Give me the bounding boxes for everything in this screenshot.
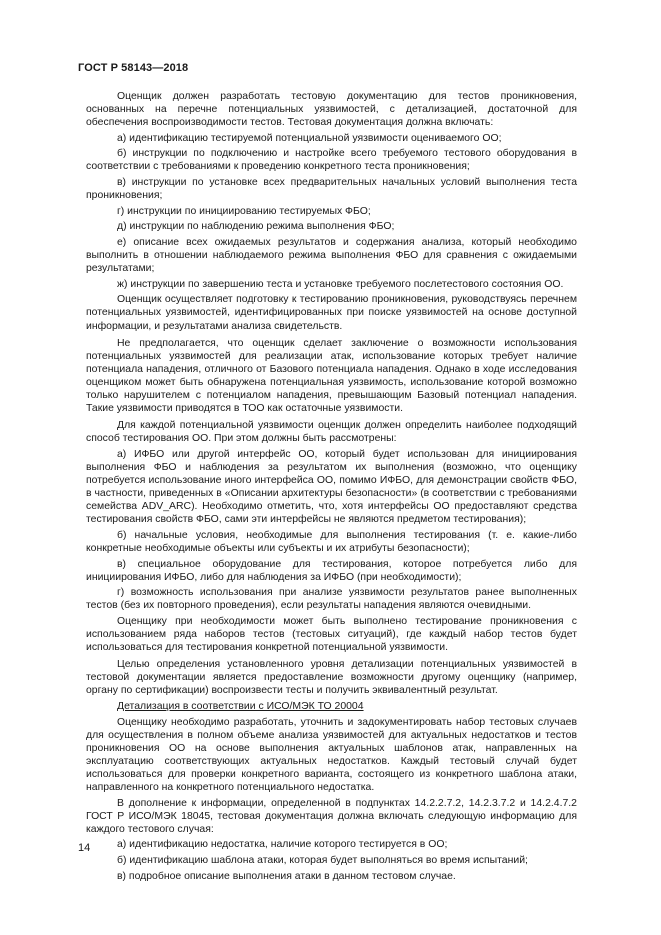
paragraph-additional-info: В дополнение к информации, определенной в подпунктах 14.2.2.7.2, 14.2.3.7.2 и 14.2.4.7.2 ГОСТ Р ИСО/МЭК 18045, тестовая документация должна включать следующую информацию для каждого тестового случая: [86,797,577,835]
document-header: ГОСТ Р 58143—2018 [78,62,189,74]
paragraph-test-sets: Оценщику при необходимости может быть выполнено тестирование проникновения с использованием ряда наборов тестов (тестовых ситуаций), где каждый набор тестов будет использоваться для тестирования конкретной потенциальной уязвимости. [86,615,577,654]
list-item-d: д) инструкции по наблюдению режима выполнения ФБО; [117,221,395,233]
list-item-equipment: в) специальное оборудование для тестирования, которое потребуется либо для инициирования ИФБО, либо для наблюдения за ИФБО (при необходимости); [86,558,577,583]
list-item-e: е) описание всех ожидаемых результатов и содержания анализа, который необходимо выполнить в отношении наблюдаемого режима выполнения ФБО для сравнения с ожидаемыми результатами; [86,236,577,275]
paragraph-test-cases: Оценщику необходимо разработать, уточнить и задокументировать набор тестовых случаев для осуществления в полном объеме анализа уязвимостей для актуальных недостатков и тестов проникновения ОО на основе выполнения актуальных шаблонов атак, направленных на эксплуатацию соответствующих актуальных недостатков. Каждый тестовый случай будет использоваться для проверки конкретного варианта, состоящего из конкретного шаблона атаки, направленного на конкретного потенциального недостатка. [86,716,577,794]
list-item-zh: ж) инструкции по завершению теста и установке требуемого послетестового состояния ОО. [117,278,564,290]
list-item-reuse-results: г) возможность использования при анализе уязвимости результатов ранее выполненных тестов (без их повторного проведения), если результаты нападения являются очевидными. [86,587,577,612]
paragraph-detail-goal: Целью определения установленного уровня детализации потенциальных уязвимостей в тестовой документации является предоставление возможности другому оценщику (например, органу по сертификации) воспроизвести тесты и получить эквивалентный результат. [86,659,577,697]
list-item-g: г) инструкции по инициированию тестируемых ФБО; [117,205,371,217]
list-item-attack-description: в) подробное описание выполнения атаки в данном тестовом случае. [117,870,456,882]
list-item-a: а) идентификацию тестируемой потенциальной уязвимости оцениваемого ОО; [117,132,502,144]
list-item-v: в) инструкции по установке всех предварительных начальных условий выполнения теста проникновения; [86,177,577,202]
list-item-b: б) инструкции по подключению и настройке всего требуемого тестового оборудования в соответствии с требованиями к проведению конкретного теста проникновения; [86,148,577,173]
paragraph-intro-test-docs: Оценщик должен разработать тестовую документацию для тестов проникновения, основанных на перечне потенциальных уязвимостей, с детализацией, достаточной для обеспечения воспроизводимости тестов. Тестовая документация должна включать: [86,91,577,129]
page-number: 14 [78,842,91,854]
list-item-attack-pattern-id: б) идентификацию шаблона атаки, которая будет выполняться во время испытаний; [117,855,528,867]
paragraph-attack-potential: Не предполагается, что оценщик сделает заключение о возможности использования потенциальных уязвимостей для реализации атак, использование которых требует наличие потенциала нападения, отличного от Базового потенциала нападения. Однако в ходе исследования оценщиком может быть обнаружена потенциальная уязвимость, использование которой возможно только нарушителем с потенциалом нападения, превышающим Базовый потенциал нападения. Такие уязвимости приводятся в ТОО как остаточные уязвимости. [86,337,577,415]
paragraph-test-method: Для каждой потенциальной уязвимости оценщик должен определить наиболее подходящий способ тестирования ОО. При этом должны быть рассмотрены: [86,420,577,445]
document-body [86,90,577,885]
list-item-flaw-id: а) идентификацию недостатка, наличие которого тестируется в ОО; [117,839,448,851]
list-item-interface: а) ИФБО или другой интерфейс ОО, который будет использован для инициирования выполнения ФБО и наблюдения за результатом их выполнения (возможно, что оценщику потребуется использование иного интерфейса ОО, помимо ИФБО, для демонстрации свойств ФБО, в частности, приведенных в «Описании архитектуры безопасности» (в соответствии с требованиями семейства ADV_ARC). Необходимо отметить, что, хотя интерфейсы ОО предоставляют средства тестирования свойств ФБО, сами эти интерфейсы не являются предметом тестирования); [86,448,577,526]
list-item-initial-conditions: б) начальные условия, необходимые для выполнения тестирования (т. е. какие-либо конкретные необходимые объекты или субъекты и их атрибуты безопасности); [86,529,577,554]
section-heading-detail: Детализация в соответствии с ИСО/МЭК ТО 20004 [117,701,364,713]
paragraph-preparation: Оценщик осуществляет подготовку к тестированию проникновения, руководствуясь перечнем потенциальных уязвимостей, идентифицированных при поиске уязвимостей на основе доступной информации, и результатами анализа свидетельств. [86,294,577,332]
